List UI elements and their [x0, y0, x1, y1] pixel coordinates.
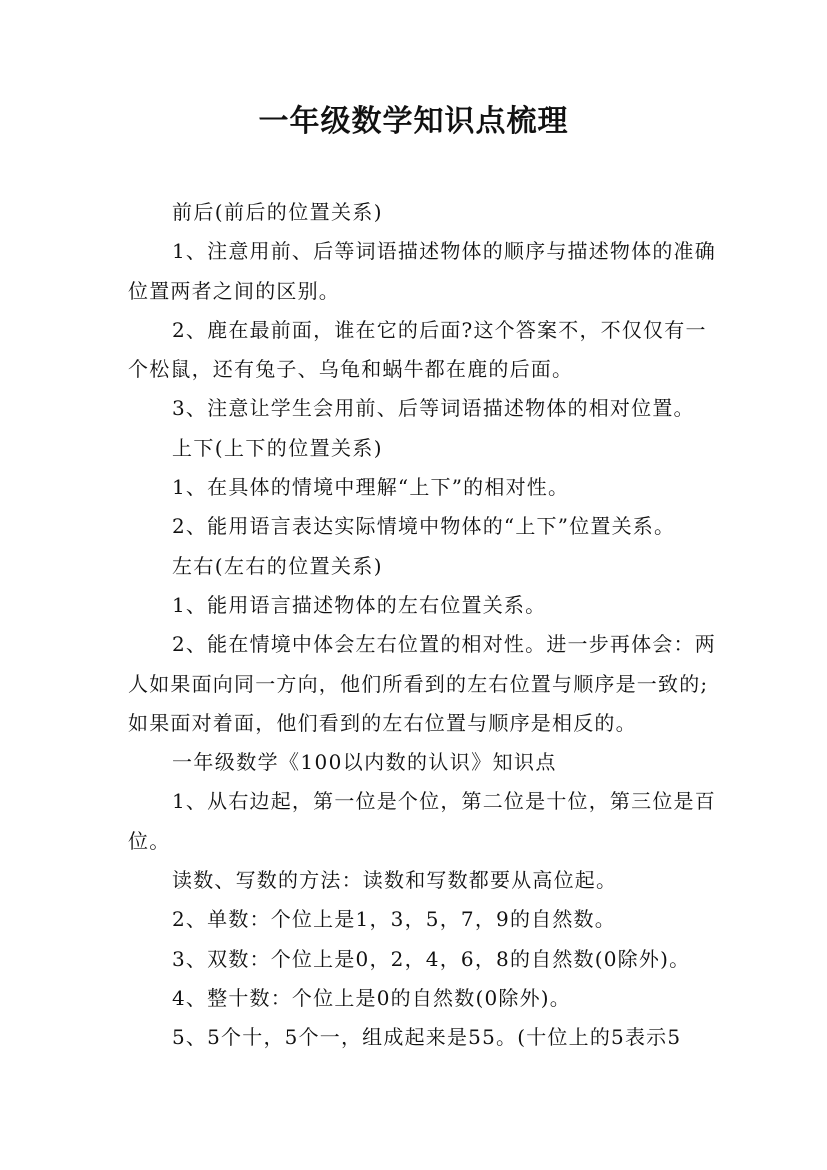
paragraph: 1、在具体的情境中理解“上下”的相对性。	[172, 475, 570, 500]
paragraph: 读数、写数的方法：读数和写数都要从高位起。	[172, 868, 618, 893]
paragraph: 5、5个十，5个一，组成起来是55。(十位上的5表示5	[172, 1025, 682, 1050]
paragraph: 3、注意让学生会用前、后等词语描述物体的相对位置。	[172, 396, 695, 421]
section-heading-left-right: 左右(左右的位置关系)	[172, 553, 384, 578]
paragraph: 1、能用语言描述物体的左右位置关系。	[172, 592, 547, 617]
paragraph: 2、单数：个位上是1，3，5，7，9的自然数。	[172, 907, 616, 932]
paragraph: 3、双数：个位上是0，2，4，6，8的自然数(0除外)。	[172, 946, 691, 971]
paragraph: 2、能在情境中体会左右位置的相对性。进一步再体会：两人如果面向同一方向，他们所看到的左右位置与顺序是一致的;如果面对着面，他们看到的左右位置与顺序是相反的。	[128, 632, 716, 735]
paragraph: 1、从右边起，第一位是个位，第二位是十位，第三位是百位。	[128, 789, 716, 853]
page-title: 一年级数学知识点梳理	[258, 104, 569, 139]
section-heading-front-back: 前后(前后的位置关系)	[172, 200, 384, 224]
paragraph: 2、鹿在最前面，谁在它的后面?这个答案不，不仅仅有一个松鼠，还有兔子、乌龟和蜗牛都在鹿的后面。	[128, 317, 707, 382]
section-heading-up-down: 上下(上下的位置关系)	[172, 435, 384, 460]
paragraph: 2、能用语言表达实际情境中物体的“上下”位置关系。	[172, 514, 676, 539]
document-body	[128, 193, 718, 1058]
paragraph: 4、整十数：个位上是0的自然数(0除外)。	[172, 985, 571, 1010]
section-heading-numbers-within-100: 一年级数学《100以内数的认识》知识点	[172, 750, 557, 775]
paragraph: 1、注意用前、后等词语描述物体的顺序与描述物体的准确位置两者之间的区别。	[128, 239, 716, 303]
